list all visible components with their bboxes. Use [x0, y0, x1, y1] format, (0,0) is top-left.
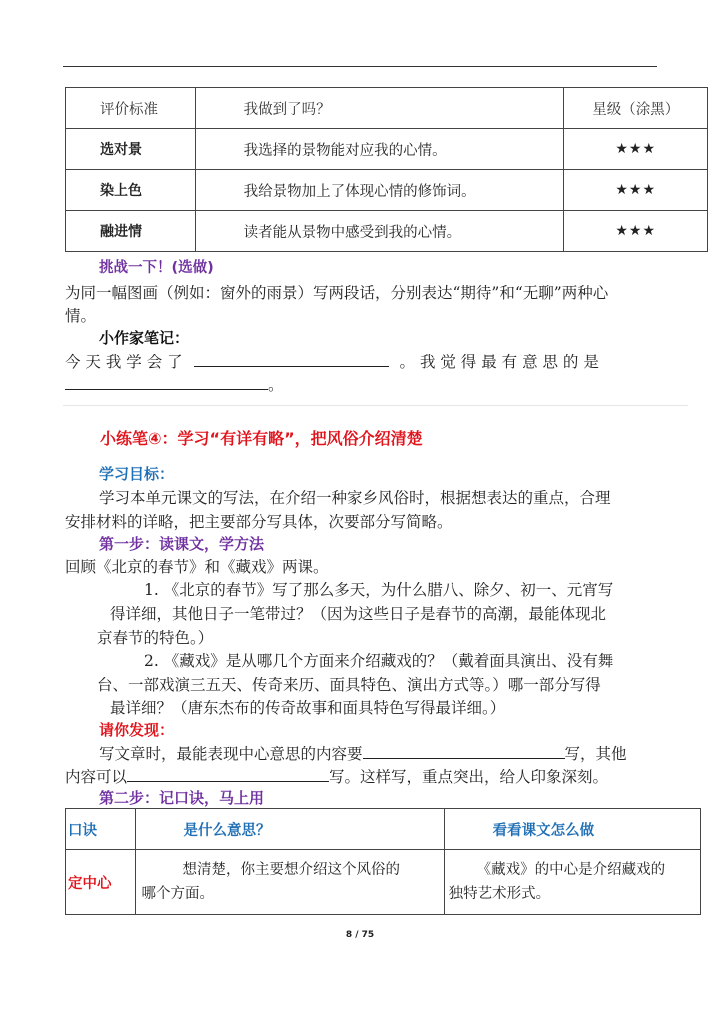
notes-suffix: 。 我 觉 得 最 有 意 思 的 是	[399, 353, 599, 371]
notes-line-1	[65, 350, 599, 373]
example-line-1: 《藏戏》的中心是介绍藏戏的	[476, 862, 666, 878]
meaning-cell	[135, 850, 444, 915]
question-2-line-2: 台、一部戏演三五天、传奇来历、面具特色、演出方式等。）哪一部分写得	[97, 676, 601, 694]
header-meaning: 是什么意思？	[135, 809, 444, 850]
header-example: 看看课文怎么做	[444, 809, 700, 850]
learned-blank[interactable]	[194, 350, 389, 367]
notes-line-2	[65, 373, 284, 396]
brief-blank[interactable]	[127, 765, 329, 782]
discover-line-2	[65, 765, 608, 788]
goal-title: 学习目标：	[99, 465, 175, 483]
star-rating[interactable]: ★★★	[564, 170, 708, 211]
mnemonic-table	[65, 808, 701, 915]
header-rule	[63, 66, 657, 67]
challenge-text-1: 为同一幅图画（例如：窗外的雨景）写两段话，分别表达“期待”和“无聊”两种心	[65, 284, 609, 302]
example-line-2: 独特艺术形式。	[448, 886, 551, 902]
header-done: 我做到了吗？	[195, 88, 564, 129]
criterion-cell: 染上色	[66, 170, 196, 211]
question-1-line-3: 京春节的特色。）	[97, 629, 214, 647]
description-cell: 我选择的景物能对应我的心情。	[195, 129, 564, 170]
question-2-line-1: 2. 《藏戏》是从哪几个方面来介绍藏戏的？（戴着面具演出、没有舞	[144, 652, 614, 670]
detail-blank[interactable]	[363, 742, 565, 759]
example-cell	[444, 850, 700, 915]
goal-text-2: 安排材料的详略，把主要部分写具体，次要部分写简略。	[65, 513, 453, 531]
discover-prefix: 写文章时，最能表现中心意思的内容要	[99, 745, 363, 763]
challenge-text-2: 情。	[65, 307, 97, 325]
discover-line2-suffix: 写。这样写，重点突出，给人印象深刻。	[329, 768, 609, 786]
header-criterion: 评价标准	[66, 88, 196, 129]
page-number: 8 / 75	[345, 930, 375, 940]
step2-title: 第二步：记口诀，马上用	[99, 789, 265, 807]
evaluation-table	[65, 87, 708, 252]
table-row	[66, 850, 701, 915]
challenge-title: 挑战一下！(选做)	[99, 260, 214, 276]
table-row	[66, 129, 708, 170]
discover-title: 请你发现：	[99, 721, 175, 739]
discover-mid: 写，其他	[564, 745, 627, 763]
table-header-row	[66, 88, 708, 129]
step1-title: 第一步：读课文，学方法	[99, 535, 265, 553]
notes-end: 。	[268, 376, 284, 394]
notes-prefix: 今 天 我 学 会 了	[65, 353, 183, 371]
criterion-cell: 选对景	[66, 129, 196, 170]
meaning-line-2: 哪个方面。	[141, 886, 215, 902]
question-1-line-2: 得详细，其他日子一笔带过？（因为这些日子是春节的高潮，最能体现北	[110, 605, 607, 623]
table-row	[66, 170, 708, 211]
question-2-line-3: 最详细？（唐东杰布的传奇故事和面具特色写得最详细。）	[110, 699, 506, 717]
interesting-blank[interactable]	[65, 373, 268, 390]
question-1-line-1: 1. 《北京的春节》写了那么多天，为什么腊八、除夕、初一、元宵写	[144, 581, 614, 599]
meaning-line-1: 想清楚，你主要想介绍这个风俗的	[182, 862, 401, 878]
header-stars: 星级（涂黑）	[564, 88, 708, 129]
review-text: 回顾《北京的春节》和《藏戏》两课。	[65, 558, 329, 576]
criterion-cell: 融进情	[66, 211, 196, 252]
discover-line2-prefix: 内容可以	[65, 768, 128, 786]
description-cell: 我给景物加上了体现心情的修饰词。	[195, 170, 564, 211]
goal-text-1: 学习本单元课文的写法，在介绍一种家乡风俗时，根据想表达的重点，合理	[99, 489, 611, 507]
header-mnemonic: 口诀	[66, 809, 136, 850]
mnemonic-cell: 定中心	[66, 850, 136, 915]
discover-line-1	[99, 742, 627, 765]
description-cell: 读者能从景物中感受到我的心情。	[195, 211, 564, 252]
table-row	[66, 211, 708, 252]
star-rating[interactable]: ★★★	[564, 211, 708, 252]
section-title: 小练笔④：学习“有详有略”，把风俗介绍清楚	[100, 429, 423, 448]
star-rating[interactable]: ★★★	[564, 129, 708, 170]
notes-title: 小作家笔记：	[99, 329, 190, 347]
section-divider	[63, 405, 688, 406]
table-header-row	[66, 809, 701, 850]
